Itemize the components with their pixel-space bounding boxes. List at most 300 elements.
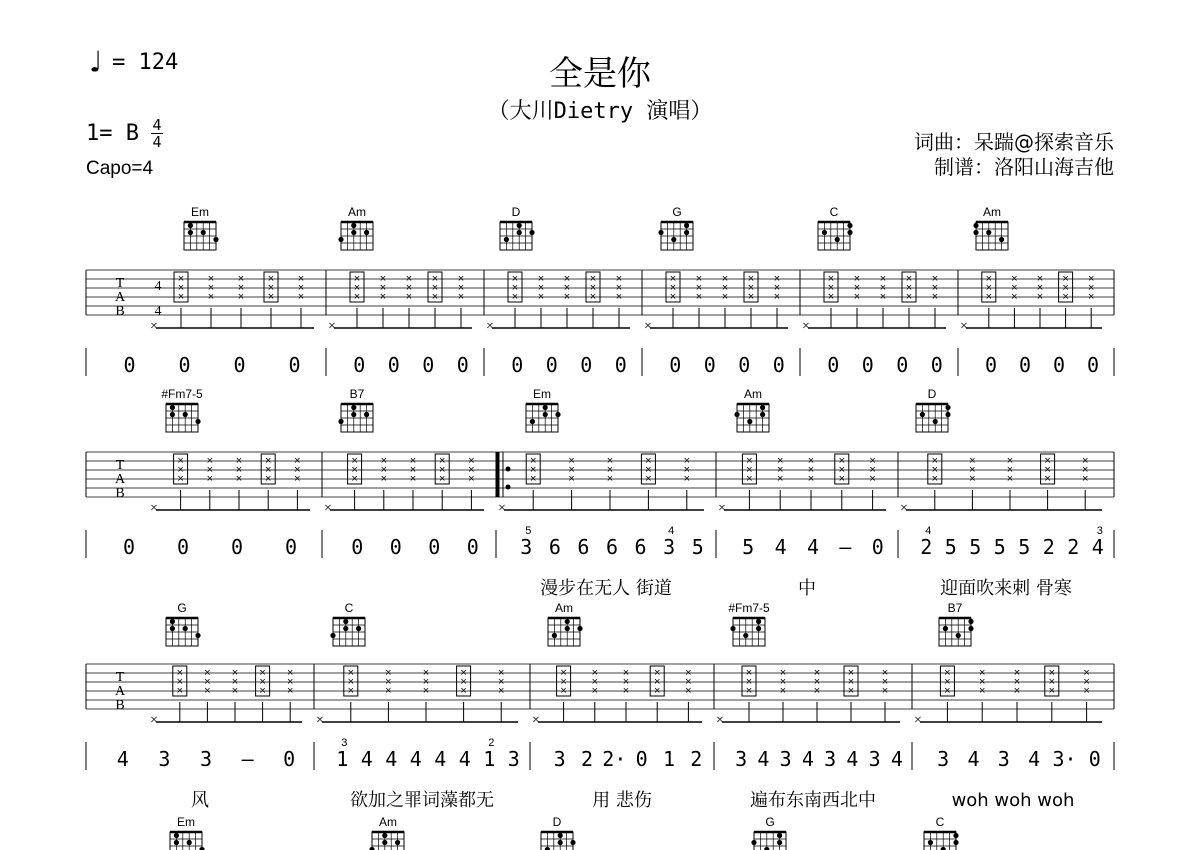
strum-x: × bbox=[776, 464, 784, 476]
jianpu-note: 6 bbox=[548, 535, 561, 559]
chord-finger-dot bbox=[751, 840, 756, 845]
quarter-note-icon: ♩ bbox=[86, 44, 105, 80]
lyric-line: 风 bbox=[191, 790, 209, 811]
strum-x: × bbox=[1011, 273, 1018, 285]
jianpu-note: 5 bbox=[969, 535, 982, 559]
strum-x: × bbox=[267, 282, 275, 294]
strum-x: × bbox=[457, 291, 465, 303]
strum-x: × bbox=[207, 273, 215, 285]
strum-x: × bbox=[853, 282, 861, 294]
jianpu-note: 4 bbox=[409, 747, 422, 771]
strum-x: × bbox=[1083, 667, 1090, 679]
strum-x: × bbox=[869, 473, 876, 485]
strum-x: × bbox=[422, 676, 430, 688]
jianpu-note: 0 bbox=[772, 353, 785, 377]
chord-finger-dot bbox=[201, 230, 206, 235]
strum-x: × bbox=[853, 291, 861, 303]
strum-x: × bbox=[1044, 455, 1051, 467]
jianpu-note: 4 bbox=[890, 747, 903, 771]
jianpu-note: – bbox=[241, 747, 254, 771]
chord-name-label: G bbox=[672, 205, 682, 219]
strum-x: × bbox=[267, 273, 275, 285]
bass-x-mark: × bbox=[150, 501, 158, 516]
strum-x: × bbox=[1087, 291, 1095, 303]
strum-x: × bbox=[468, 464, 475, 476]
strum-x: × bbox=[286, 667, 294, 679]
chord-finger-dot bbox=[174, 833, 179, 838]
strum-x: × bbox=[695, 282, 703, 294]
strum-x: × bbox=[286, 676, 294, 688]
bass-x-mark: × bbox=[324, 501, 332, 516]
chord-finger-dot bbox=[195, 419, 200, 424]
strum-x: × bbox=[881, 685, 889, 697]
chord-finger-dot bbox=[760, 412, 765, 417]
strum-x: × bbox=[1083, 685, 1090, 697]
strum-x: × bbox=[615, 282, 623, 294]
strum-x: × bbox=[204, 685, 211, 697]
chord-finger-dot bbox=[213, 237, 218, 242]
strum-x: × bbox=[969, 473, 976, 485]
jianpu-note: 1 bbox=[662, 747, 676, 771]
strum-x: × bbox=[351, 473, 358, 485]
chord-finger-dot bbox=[928, 840, 933, 845]
jianpu-grace: 5 bbox=[525, 525, 532, 537]
strum-x: × bbox=[379, 291, 387, 303]
strum-x: × bbox=[231, 685, 239, 697]
repeat-dot bbox=[506, 485, 511, 490]
credit-transcriber: 制谱：洛阳山海吉他 bbox=[934, 155, 1114, 179]
jianpu-note: 4 bbox=[806, 535, 820, 559]
strum-x: × bbox=[204, 667, 211, 679]
strum-x: × bbox=[297, 291, 305, 303]
strum-x: × bbox=[347, 676, 355, 688]
strum-x: × bbox=[669, 291, 677, 303]
chord-finger-dot bbox=[986, 230, 991, 235]
credit-lyrics-music: 词曲：呆踹@探索音乐 bbox=[914, 130, 1114, 154]
strum-x: × bbox=[231, 676, 239, 688]
chord-finger-dot bbox=[756, 626, 761, 631]
chord-name-label: B7 bbox=[349, 387, 365, 401]
strum-x: × bbox=[438, 473, 446, 485]
jianpu-grace: 3 bbox=[1096, 525, 1103, 537]
strum-x: × bbox=[177, 273, 185, 285]
strum-x: × bbox=[1011, 282, 1018, 294]
jianpu-note: 2 bbox=[1067, 535, 1080, 559]
chord-name-label: C bbox=[344, 601, 354, 615]
jianpu-note: 0 bbox=[428, 535, 441, 559]
strum-x: × bbox=[931, 273, 939, 285]
chord-finger-dot bbox=[565, 619, 570, 624]
strum-x: × bbox=[944, 676, 951, 688]
chord-finger-dot bbox=[382, 833, 387, 838]
strum-x: × bbox=[460, 667, 467, 679]
jianpu-note: 0 bbox=[283, 747, 296, 771]
jianpu-note: 0 bbox=[422, 353, 435, 377]
chord-finger-dot bbox=[684, 223, 689, 228]
strum-x: × bbox=[615, 273, 623, 285]
jianpu-note: 2· bbox=[602, 747, 627, 771]
strum-x: × bbox=[879, 273, 887, 285]
strum-x: × bbox=[683, 473, 691, 485]
chord-finger-dot bbox=[170, 412, 175, 417]
chord-finger-dot bbox=[382, 840, 387, 845]
strum-x: × bbox=[847, 667, 855, 679]
time-sig-top: 4 bbox=[152, 116, 162, 134]
strum-x: × bbox=[969, 464, 976, 476]
strum-x: × bbox=[1006, 473, 1014, 485]
chord-finger-dot bbox=[183, 412, 188, 417]
jianpu-note: 0 bbox=[466, 535, 479, 559]
jianpu-note: 0 bbox=[389, 535, 402, 559]
strum-x: × bbox=[1081, 464, 1089, 476]
strum-x: × bbox=[405, 291, 413, 303]
strum-x: × bbox=[177, 282, 185, 294]
jianpu-note: 0 bbox=[123, 353, 136, 377]
strum-x: × bbox=[380, 464, 388, 476]
chord-finger-dot bbox=[968, 626, 973, 631]
jianpu-note: 4 bbox=[967, 747, 980, 771]
strum-x: × bbox=[237, 282, 245, 294]
strum-x: × bbox=[746, 455, 753, 467]
jianpu-note: 0 bbox=[871, 535, 884, 559]
strum-x: × bbox=[813, 676, 821, 688]
strum-x: × bbox=[879, 291, 887, 303]
tab-label-t: T bbox=[115, 670, 125, 685]
song-subtitle: （大川Dietry 演唱） bbox=[487, 99, 713, 124]
strum-x: × bbox=[286, 685, 294, 697]
strum-x: × bbox=[683, 455, 691, 467]
chord-finger-dot bbox=[565, 626, 570, 631]
strum-x: × bbox=[591, 676, 599, 688]
jianpu-note: 3 bbox=[997, 747, 1010, 771]
jianpu-note: 5 bbox=[1018, 535, 1031, 559]
strum-x: × bbox=[385, 685, 392, 697]
chord-finger-dot bbox=[933, 419, 938, 424]
strum-x: × bbox=[511, 282, 519, 294]
strum-x: × bbox=[827, 273, 835, 285]
strum-x: × bbox=[297, 282, 305, 294]
lyric-line: 遍布东南西北中 bbox=[750, 790, 876, 811]
jianpu-note: 6 bbox=[577, 535, 590, 559]
jianpu-note: 0 bbox=[738, 353, 751, 377]
chord-finger-dot bbox=[999, 237, 1004, 242]
strum-x: × bbox=[685, 685, 692, 697]
strum-x: × bbox=[746, 473, 753, 485]
bass-x-mark: × bbox=[716, 713, 724, 728]
strum-x: × bbox=[511, 273, 519, 285]
strum-x: × bbox=[529, 455, 537, 467]
jianpu-note: 0 bbox=[230, 535, 244, 559]
strum-x: × bbox=[497, 667, 505, 679]
capo-marking: Capo=4 bbox=[86, 158, 154, 179]
strum-x: × bbox=[259, 685, 266, 697]
chord-finger-dot bbox=[734, 412, 739, 417]
chord-finger-dot bbox=[543, 412, 548, 417]
strum-x: × bbox=[685, 667, 692, 679]
strum-x: × bbox=[351, 455, 358, 467]
strum-x: × bbox=[409, 464, 417, 476]
jianpu-note: 3 bbox=[779, 747, 792, 771]
strum-x: × bbox=[747, 291, 755, 303]
strum-x: × bbox=[653, 667, 661, 679]
strum-x: × bbox=[1036, 282, 1044, 294]
strum-x: × bbox=[468, 473, 475, 485]
jianpu-note: – bbox=[839, 535, 852, 559]
lyric-line: woh woh woh bbox=[951, 790, 1075, 811]
chord-name-label: B7 bbox=[947, 601, 963, 615]
strum-x: × bbox=[669, 273, 677, 285]
chord-name-label: C bbox=[935, 815, 945, 829]
strum-x: × bbox=[879, 282, 887, 294]
strum-x: × bbox=[379, 273, 387, 285]
strum-x: × bbox=[622, 676, 630, 688]
strum-x: × bbox=[537, 282, 545, 294]
strum-x: × bbox=[944, 685, 951, 697]
jianpu-note: 0 bbox=[669, 353, 682, 377]
strum-x: × bbox=[622, 685, 630, 697]
strum-x: × bbox=[931, 455, 939, 467]
tab-label-a: A bbox=[114, 472, 126, 487]
strum-x: × bbox=[1036, 291, 1044, 303]
chord-finger-dot bbox=[945, 412, 950, 417]
strum-x: × bbox=[1013, 676, 1021, 688]
strum-x: × bbox=[264, 473, 272, 485]
jianpu-note: 0 bbox=[1052, 353, 1066, 377]
chord-finger-dot bbox=[920, 412, 925, 417]
chord-name-label: D bbox=[511, 205, 521, 219]
strum-x: × bbox=[589, 273, 597, 285]
strum-x: × bbox=[237, 273, 245, 285]
jianpu-note: 0 bbox=[1018, 353, 1032, 377]
strum-x: × bbox=[869, 455, 876, 467]
strum-x: × bbox=[347, 685, 355, 697]
strum-x: × bbox=[206, 473, 214, 485]
jianpu-note: 3 bbox=[663, 535, 676, 559]
strum-x: × bbox=[206, 464, 214, 476]
strum-x: × bbox=[431, 282, 439, 294]
bass-x-mark: × bbox=[532, 713, 540, 728]
tab-label-a: A bbox=[114, 684, 126, 699]
bass-x-mark: × bbox=[328, 319, 336, 334]
chord-finger-dot bbox=[343, 626, 348, 631]
strum-x: × bbox=[1062, 282, 1069, 294]
strum-x: × bbox=[529, 464, 537, 476]
strum-x: × bbox=[827, 291, 835, 303]
jianpu-note: 0 bbox=[456, 353, 469, 377]
strum-x: × bbox=[457, 282, 465, 294]
chord-name-label: G bbox=[765, 815, 775, 829]
chord-finger-dot bbox=[577, 626, 582, 631]
strum-x: × bbox=[235, 464, 243, 476]
strum-x: × bbox=[568, 473, 575, 485]
key-text: 1= B bbox=[86, 121, 139, 146]
strum-x: × bbox=[405, 273, 413, 285]
chord-finger-dot bbox=[658, 230, 663, 235]
jianpu-note: 4 bbox=[434, 747, 447, 771]
strum-x: × bbox=[931, 291, 939, 303]
chord-name-label: #Fm7-5 bbox=[161, 387, 203, 401]
strum-x: × bbox=[905, 273, 913, 285]
chord-finger-dot bbox=[956, 633, 961, 638]
strum-x: × bbox=[606, 455, 614, 467]
chord-finger-dot bbox=[170, 619, 175, 624]
strum-x: × bbox=[568, 464, 575, 476]
strum-x: × bbox=[297, 273, 305, 285]
jianpu-note: 0 bbox=[122, 535, 136, 559]
jianpu-note: 0 bbox=[703, 353, 716, 377]
chord-finger-dot bbox=[517, 230, 522, 235]
jianpu-note: 0 bbox=[930, 353, 943, 377]
strum-x: × bbox=[438, 455, 446, 467]
strum-x: × bbox=[683, 464, 691, 476]
chord-finger-dot bbox=[195, 633, 200, 638]
chord-finger-dot bbox=[188, 223, 193, 228]
jianpu-grace: 2 bbox=[488, 737, 495, 749]
bass-x-mark: × bbox=[644, 319, 652, 334]
strum-x: × bbox=[207, 291, 215, 303]
strum-x: × bbox=[969, 455, 976, 467]
strum-x: × bbox=[838, 464, 846, 476]
strum-x: × bbox=[431, 291, 439, 303]
strum-x: × bbox=[177, 455, 184, 467]
jianpu-note: 0 bbox=[511, 353, 524, 377]
chord-finger-dot bbox=[747, 419, 752, 424]
strum-x: × bbox=[177, 291, 185, 303]
chord-name-label: Am bbox=[348, 205, 366, 219]
jianpu-note: 0 bbox=[984, 353, 998, 377]
bass-x-mark: × bbox=[900, 501, 908, 516]
strum-x: × bbox=[776, 455, 784, 467]
bass-x-mark: × bbox=[498, 501, 506, 516]
jianpu-note: 3 bbox=[507, 747, 520, 771]
strum-x: × bbox=[422, 685, 430, 697]
strum-x: × bbox=[563, 282, 571, 294]
chord-name-label: Am bbox=[744, 387, 762, 401]
strum-x: × bbox=[779, 685, 787, 697]
strum-x: × bbox=[267, 291, 275, 303]
jianpu-note: 5 bbox=[742, 535, 755, 559]
chord-finger-dot bbox=[671, 237, 676, 242]
strum-x: × bbox=[409, 455, 417, 467]
chord-finger-dot bbox=[835, 237, 840, 242]
chord-finger-dot bbox=[351, 230, 356, 235]
strum-x: × bbox=[847, 676, 855, 688]
strum-x: × bbox=[622, 667, 630, 679]
strum-x: × bbox=[1011, 291, 1018, 303]
strum-x: × bbox=[653, 685, 661, 697]
chord-finger-dot bbox=[351, 412, 356, 417]
jianpu-note: 5 bbox=[944, 535, 957, 559]
chord-finger-dot bbox=[570, 840, 575, 845]
strum-x: × bbox=[881, 676, 889, 688]
strum-x: × bbox=[460, 685, 467, 697]
jianpu-note: 3 bbox=[868, 747, 881, 771]
strum-x: × bbox=[207, 282, 215, 294]
strum-x: × bbox=[905, 282, 913, 294]
strum-x: × bbox=[1087, 273, 1095, 285]
strum-x: × bbox=[563, 291, 571, 303]
jianpu-note: 2 bbox=[1042, 535, 1055, 559]
jianpu-note: 3 bbox=[735, 747, 748, 771]
strum-x: × bbox=[669, 282, 677, 294]
strum-x: × bbox=[177, 464, 184, 476]
strum-x: × bbox=[685, 676, 692, 688]
chord-finger-dot bbox=[953, 840, 958, 845]
chord-finger-dot bbox=[364, 412, 369, 417]
strum-x: × bbox=[176, 676, 184, 688]
strum-x: × bbox=[560, 667, 567, 679]
tempo-value: = 124 bbox=[112, 50, 179, 75]
chord-diagram bbox=[541, 832, 573, 850]
strum-x: × bbox=[1013, 667, 1021, 679]
strum-x: × bbox=[1081, 455, 1089, 467]
strum-x: × bbox=[931, 464, 939, 476]
chord-name-label: Em bbox=[177, 815, 195, 829]
lyric-line: 用 悲伤 bbox=[592, 790, 652, 811]
strum-x: × bbox=[747, 282, 755, 294]
strum-x: × bbox=[353, 273, 361, 285]
jianpu-note: 5 bbox=[691, 535, 704, 559]
strum-x: × bbox=[847, 685, 855, 697]
jianpu-note: 0 bbox=[827, 353, 840, 377]
strum-x: × bbox=[235, 473, 243, 485]
strum-x: × bbox=[779, 676, 787, 688]
chord-finger-dot bbox=[364, 230, 369, 235]
chord-finger-dot bbox=[822, 230, 827, 235]
strum-x: × bbox=[177, 473, 184, 485]
strum-x: × bbox=[589, 291, 597, 303]
jianpu-note: 2 bbox=[580, 747, 594, 771]
bass-x-mark: × bbox=[914, 713, 922, 728]
strum-x: × bbox=[294, 473, 301, 485]
jianpu-note: 0 bbox=[178, 353, 191, 377]
strum-x: × bbox=[615, 291, 623, 303]
jianpu-note: 0 bbox=[176, 535, 190, 559]
jianpu-note: 4 bbox=[360, 747, 373, 771]
tab-label-b: B bbox=[115, 486, 125, 501]
strum-x: × bbox=[745, 685, 753, 697]
chord-finger-dot bbox=[558, 840, 563, 845]
chord-name-label: Am bbox=[379, 815, 397, 829]
jianpu-note: 0 bbox=[387, 353, 400, 377]
jianpu-note: 4 bbox=[458, 747, 471, 771]
jianpu-note: 1 bbox=[483, 747, 496, 771]
strum-x: × bbox=[237, 291, 245, 303]
strum-x: × bbox=[206, 455, 214, 467]
strum-x: × bbox=[807, 464, 815, 476]
jianpu-note: 3 bbox=[824, 747, 837, 771]
strum-x: × bbox=[294, 464, 301, 476]
jianpu-note: 3 bbox=[158, 747, 171, 771]
strum-x: × bbox=[353, 291, 361, 303]
chord-finger-dot bbox=[730, 626, 735, 631]
strum-x: × bbox=[773, 291, 781, 303]
chord-name-label: Em bbox=[533, 387, 551, 401]
strum-x: × bbox=[985, 291, 993, 303]
jianpu-note: 4 bbox=[757, 747, 770, 771]
chord-finger-dot bbox=[504, 237, 509, 242]
tab-time-sig-bottom: 4 bbox=[154, 304, 162, 319]
strum-x: × bbox=[721, 282, 729, 294]
tab-label-b: B bbox=[115, 304, 125, 319]
strum-x: × bbox=[807, 473, 815, 485]
chord-finger-dot bbox=[777, 833, 782, 838]
lyric-line: 漫步在无人 街道 bbox=[540, 578, 672, 599]
chord-finger-dot bbox=[530, 419, 535, 424]
strum-x: × bbox=[838, 455, 846, 467]
strum-x: × bbox=[380, 473, 388, 485]
strum-x: × bbox=[869, 464, 876, 476]
